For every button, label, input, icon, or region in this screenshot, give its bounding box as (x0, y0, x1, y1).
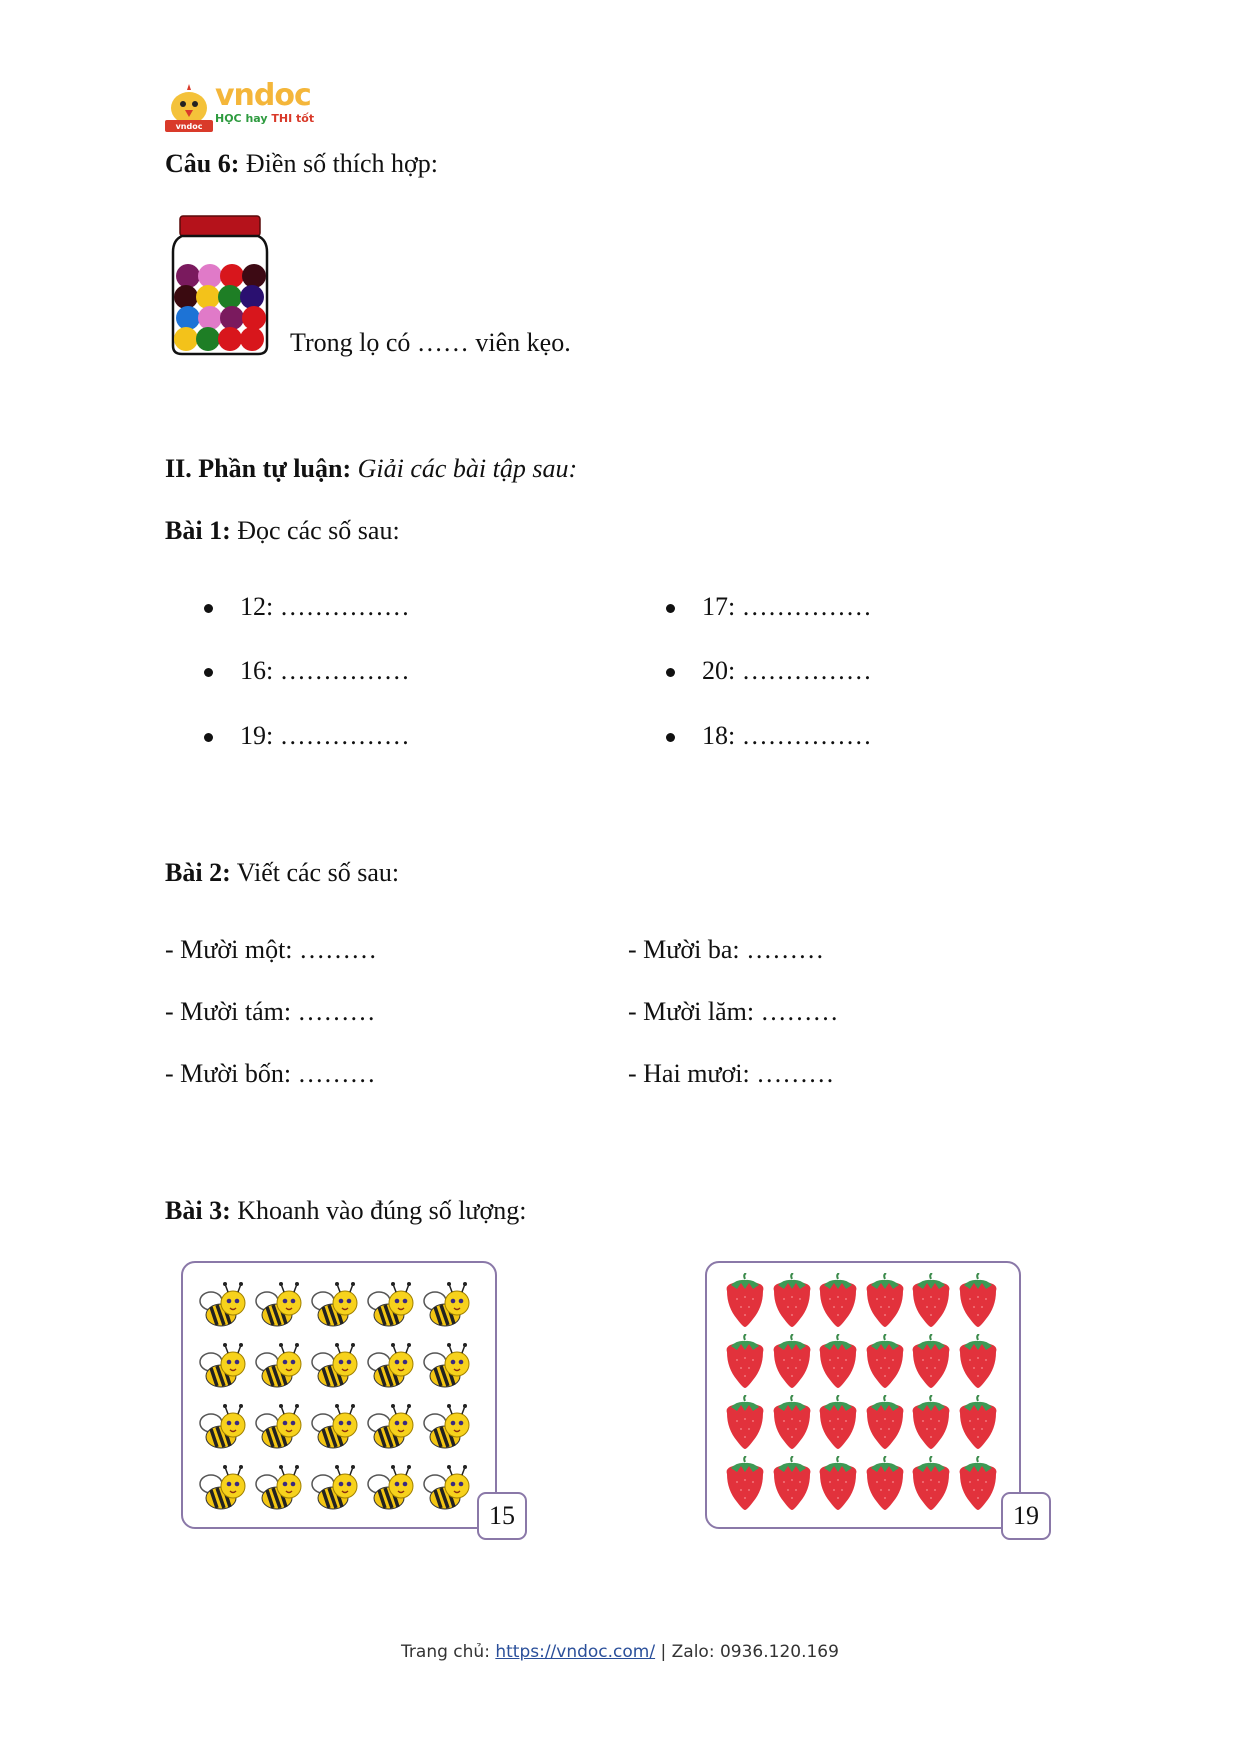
strawberry-icon (909, 1334, 956, 1395)
read-number-item: 16: …………… (240, 656, 410, 685)
candy-icon (198, 264, 222, 288)
bee-icon (309, 1281, 365, 1342)
strawberry-icon (956, 1334, 1003, 1395)
svg-text:vndoc: vndoc (175, 122, 203, 131)
homepage-link[interactable]: https://vndoc.com/ (495, 1642, 656, 1662)
strawberry-icon (770, 1395, 817, 1456)
strawberry-icon (770, 1273, 817, 1334)
write-number-item: - Hai mươi: ……… (628, 1059, 835, 1088)
bee-icon (253, 1464, 309, 1525)
logo-tagline: HỌC hay THI tốt (215, 112, 315, 125)
bee-count-badge[interactable]: 15 (477, 1492, 527, 1540)
bee-icon (365, 1403, 421, 1464)
candy-icon (174, 285, 198, 309)
jar-caption: Trong lọ có …… viên kẹo. (290, 328, 571, 357)
strawberry-icon (816, 1273, 863, 1334)
strawberry-icon (723, 1273, 770, 1334)
strawberry-icon (956, 1456, 1003, 1517)
write-number-item: - Mười ba: ……… (628, 935, 825, 964)
strawberry-icon (956, 1273, 1003, 1334)
strawberry-icon (863, 1456, 910, 1517)
strawberry-icon (723, 1334, 770, 1395)
read-number-item: 12: …………… (240, 592, 410, 621)
write-number-item: - Mười lăm: ……… (628, 997, 839, 1026)
logo-wordmark: vndoc (215, 78, 311, 113)
strawberry-icon (909, 1395, 956, 1456)
bee-icon (421, 1464, 477, 1525)
strawberry-icon (956, 1395, 1003, 1456)
bai-2-heading: Bài 2: Viết các số sau: (165, 858, 400, 887)
candy-icon (176, 306, 200, 330)
candy-icon (242, 264, 266, 288)
bullet-icon (666, 604, 675, 613)
strawberry-icon (816, 1456, 863, 1517)
bee-icon (309, 1464, 365, 1525)
write-number-item: - Mười tám: ……… (165, 997, 376, 1026)
vndoc-logo (165, 78, 325, 134)
candy-jar-image (170, 214, 270, 358)
bee-icon (421, 1281, 477, 1342)
strawberry-icon (723, 1456, 770, 1517)
bee-icon (253, 1403, 309, 1464)
bee-icon (365, 1464, 421, 1525)
strawberry-icon (909, 1456, 956, 1517)
read-number-item: 18: …………… (702, 721, 872, 750)
read-number-item: 19: …………… (240, 721, 410, 750)
strawberry-icon (816, 1395, 863, 1456)
bullet-icon (204, 733, 213, 742)
candy-icon (240, 285, 264, 309)
chick-mascot-icon (165, 82, 215, 134)
bee-grid (197, 1281, 477, 1525)
candy-icon (220, 306, 244, 330)
strawberry-grid (723, 1273, 1002, 1517)
bullet-icon (204, 604, 213, 613)
bee-icon (365, 1342, 421, 1403)
read-number-item: 20: …………… (702, 656, 872, 685)
strawberry-card (705, 1261, 1021, 1529)
question-6-heading: Câu 6: Điền số thích hợp: (165, 149, 439, 178)
strawberry-icon (723, 1395, 770, 1456)
candy-icon (242, 306, 266, 330)
candy-icon (196, 327, 220, 351)
strawberry-icon (770, 1456, 817, 1517)
bee-icon (421, 1403, 477, 1464)
bee-icon (253, 1281, 309, 1342)
strawberry-count-badge[interactable]: 19 (1001, 1492, 1051, 1540)
bullet-icon (204, 668, 213, 677)
strawberry-icon (816, 1334, 863, 1395)
candy-icon (220, 264, 244, 288)
bullet-icon (666, 668, 675, 677)
write-number-item: - Mười bốn: ……… (165, 1059, 376, 1088)
bee-icon (309, 1342, 365, 1403)
candy-icon (174, 327, 198, 351)
bai-3-heading: Bài 3: Khoanh vào đúng số lượng: (165, 1196, 527, 1225)
candy-icon (176, 264, 200, 288)
bee-icon (421, 1342, 477, 1403)
candy-icon (198, 306, 222, 330)
strawberry-icon (770, 1334, 817, 1395)
bee-card (181, 1261, 497, 1529)
bee-icon (365, 1281, 421, 1342)
page-footer: Trang chủ: https://vndoc.com/ | Zalo: 0936.120.169 (401, 1642, 839, 1662)
read-number-item: 17: …………… (702, 592, 872, 621)
strawberry-icon (863, 1273, 910, 1334)
section-2-heading: II. Phần tự luận: Giải các bài tập sau: (165, 454, 578, 483)
bee-icon (197, 1464, 253, 1525)
candy-icon (218, 285, 242, 309)
bee-icon (197, 1403, 253, 1464)
bee-icon (197, 1342, 253, 1403)
candy-icon (218, 327, 242, 351)
bai-1-heading: Bài 1: Đọc các số sau: (165, 516, 400, 545)
candy-icon (240, 327, 264, 351)
bee-icon (253, 1342, 309, 1403)
strawberry-icon (863, 1395, 910, 1456)
bullet-icon (666, 733, 675, 742)
strawberry-icon (909, 1273, 956, 1334)
write-number-item: - Mười một: ……… (165, 935, 378, 964)
strawberry-icon (863, 1334, 910, 1395)
candy-icon (196, 285, 220, 309)
bee-icon (309, 1403, 365, 1464)
bee-icon (197, 1281, 253, 1342)
